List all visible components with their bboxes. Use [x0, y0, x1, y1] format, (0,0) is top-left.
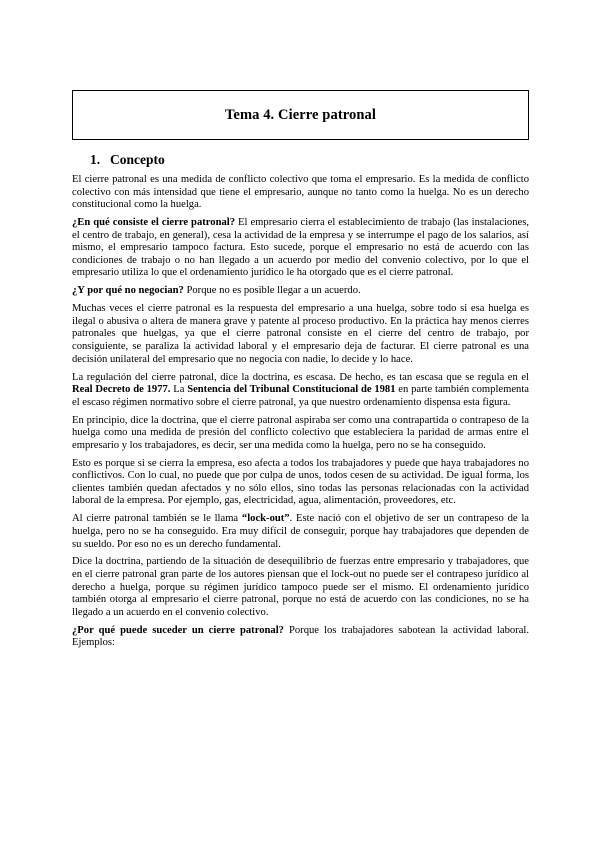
paragraph — [72, 415, 529, 453]
bold-text: ¿Por qué puede suceder un cierre patronal? — [72, 624, 284, 636]
bold-text: ¿En qué consiste el cierre patronal? — [72, 217, 236, 229]
paragraph-text: Porque los trabajadores sabotean la actividad laboral. Ejemplos: — [72, 624, 529, 649]
section-heading — [90, 152, 529, 168]
document-body — [72, 174, 529, 650]
paragraph — [72, 458, 529, 508]
paragraph-text: en parte también complementa el escaso régimen normativo sobre el cierre patronal, ya que nuestro ordenamiento dispensa esta figura. — [72, 384, 529, 408]
paragraph — [72, 625, 529, 650]
bold-text: “lock-out” — [241, 513, 290, 525]
paragraph-text: Porque no es posible llegar a un acuerdo. — [183, 285, 361, 297]
paragraph-text: Al cierre patronal también se le llama — [72, 513, 242, 525]
paragraph-text: . Este nació con el objetivo de ser un contrapeso de la huelga, pero no se ha conseguido. Era muy difícil de conseguir, porque hay trabajadores que dependen de su sueldo. Por eso no es un derecho fundamental. — [72, 513, 529, 550]
paragraph — [72, 556, 529, 619]
title-box — [72, 90, 529, 140]
paragraph-text: Esto es porque si se cierra la empresa, eso afecta a todos los trabajadores y puede que haya trabajadores no conflictivos. Con lo cual, no puede que por culpa de unos, todos cesen de su actividad. De igual forma, los clientes también quedan afectados y no sólo ellos, sino todas las personas relacionadas con la actividad laboral de la empresa. Por ejemplo, gas, electricidad, agua, alimentación, proveedores, etc. — [72, 457, 529, 507]
paragraph — [72, 285, 529, 298]
paragraph — [72, 217, 529, 280]
bold-text: Real Decreto de 1977. — [72, 384, 171, 396]
paragraph-text: Dice la doctrina, partiendo de la situación de desequilibrio de fuerzas entre empresario y trabajadores, que en el cierre patronal gran parte de los autores piensan que el lock-out no puede ser el contrapeso jurídico al derecho a huelga, porque su régimen jurídico tampoco puede ser el mismo. El ordenamiento jurídico también otorga al empresario el cierre patronal, porque no está de acuerdo con las condiciones, no se ha llegado a un acuerdo en el convenio colectivo. — [72, 556, 529, 618]
bold-text: ¿Y por qué no negocian? — [72, 285, 184, 297]
paragraph — [72, 513, 529, 551]
paragraph-text: El empresario cierra el establecimiento de trabajo (las instalaciones, el centro de trabajo, en general), cesa la actividad de la empresa y se interrumpe el pago de los salarios, así mismo, el empresario tampoco factura. Esto sucede, porque el empresario no está de acuerdo con las condiciones de trabajo o no han llegado a un acuerdo por medio del convenio colectivo, por lo que el empresario utiliza lo que el ordenamiento jurídico le ha otorgado que es el cierre patronal. — [72, 217, 529, 279]
document-title: Tema 4. Cierre patronal — [224, 106, 377, 123]
section-title: Concepto — [110, 152, 165, 167]
paragraph-text: La regulación del cierre patronal, dice la doctrina, es escasa. De hecho, es tan escasa que se regula en el — [72, 371, 529, 383]
paragraph-text: En principio, dice la doctrina, que el cierre patronal aspiraba ser como una contrapartida o contrapeso de la huelga como una medida de presión del conflicto colectivo que estableciera la paridad de armas entre el empresario y los trabajadores, es decir, ser una medida como la huelga, pero no se ha conseguido. — [72, 414, 529, 451]
paragraph-text: La — [170, 384, 188, 396]
paragraph — [72, 372, 529, 410]
paragraph — [72, 174, 529, 212]
paragraph-text: El cierre patronal es una medida de conflicto colectivo que toma el empresario. Es la medida de conflicto colectivo con más intensidad que tiene el empresario, aunque no tanto como la huelga. No es un derecho constitucional como la huelga. — [72, 174, 529, 211]
paragraph-text: Muchas veces el cierre patronal es la respuesta del empresario a una huelga, sobre todo si esa huelga es ilegal o abusiva o altera de manera grave y patente al proceso productivo. En la práctica hay menos cierres patronales que huelgas, ya que el cierre patronal consiste en el cierre del centro de trabajo, por consiguiente, se paraliza la actividad laboral y el empresario deja de facturar. El cierre patronal es una decisión unilateral del empresario que no negocia con nadie, lo decide y lo hace. — [72, 303, 529, 365]
bold-text: Sentencia del Tribunal Constitucional de 1981 — [187, 384, 396, 396]
section-number: 1. — [90, 152, 101, 167]
paragraph — [72, 303, 529, 366]
document-page — [72, 90, 529, 655]
